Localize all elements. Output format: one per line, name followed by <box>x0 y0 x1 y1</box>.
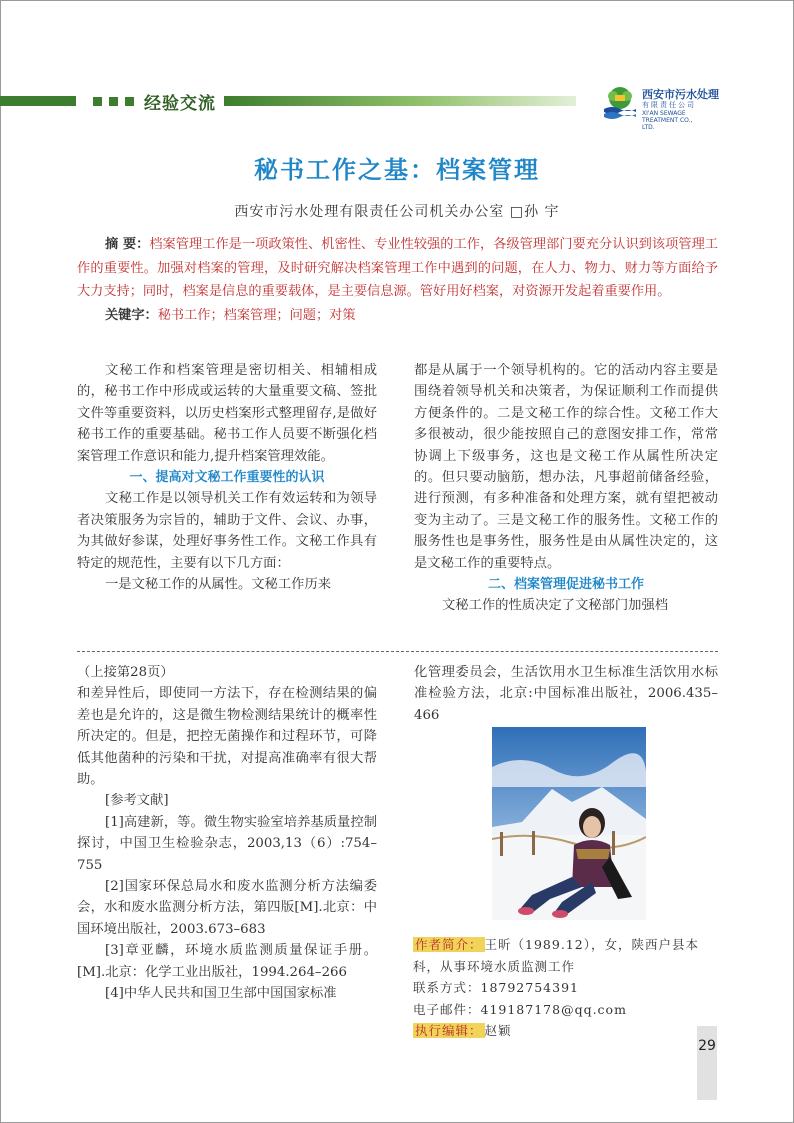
header-square <box>93 97 102 106</box>
bio-text: 王昕（1989.12），女，陕西户县本科，从事环境水质监测工作 <box>413 937 699 974</box>
reference-item: [3]章亚麟，环境水质监测质量保证手册。[M].北京：化学工业出版社，1994.264–266 <box>77 943 377 980</box>
editor-name: 赵颖 <box>484 1023 512 1038</box>
bio-phone: 联系方式：18792754391 <box>413 980 579 995</box>
logo-name-en: XI'AN SEWAGE TREATMENT CO., LTD. <box>642 110 693 131</box>
continued-left-column <box>77 662 377 1005</box>
reference-item: [2]国家环保总局水和废水监测分析方法编委会，水和废水监测分析方法，第四版[M].北京：中国环境出版社，2003.673–683 <box>77 879 377 937</box>
article-author: 西安市污水处理有限责任公司机关办公室 □孙 宇 <box>234 204 560 220</box>
paragraph: 文秘工作和档案管理是密切相关、相辅相成的，秘书工作中形成或运转的大量重要文稿、签批文件等重要资料，以历史档案形式整理留存,是做好秘书工作的重要基础。秘书工作人员要不断强化档案管理工作意识和能力,提升档案管理效能。 <box>77 363 377 464</box>
logo-name-cn: 西安市污水处理 <box>642 88 719 101</box>
header-bar <box>224 96 576 106</box>
paragraph: 一是文秘工作的从属性。文秘工作历来 <box>105 577 332 593</box>
author-photo <box>492 727 646 920</box>
abstract-text: 档案管理工作是一项政策性、机密性、专业性较强的工作，各级管理部门要充分认识到该项管理工作的重要性。加强对档案的管理，及时研究解决档案管理工作中遇到的问题，在人力、物力、财力等方面给予大力支持；同时，档案是信息的重要载体，是主要信息源。管好用好档案，对资源开发起着重要作用。 <box>77 237 718 299</box>
article-right-column <box>414 360 718 617</box>
section-heading-2: 二、档案管理促进秘书工作 <box>487 577 644 593</box>
header-square <box>125 97 134 106</box>
section-title: 经验交流 <box>144 94 216 114</box>
abstract-label: 摘 要： <box>105 237 150 252</box>
paragraph: 化管理委员会，生活饮用水卫生标准生活饮用水标准检验方法，北京:中国标准出版社，2006.435–466 <box>414 665 718 723</box>
paragraph: 文秘工作是以领导机关工作有效运转和为领导者决策服务为宗旨的，辅助于文件、会议、办事，为其做好参谋，处理好事务性工作。文秘工作具有特定的规范性，主要有以下几方面： <box>77 491 377 571</box>
divider <box>77 651 718 652</box>
header-square <box>109 97 118 106</box>
continued-right-column <box>414 662 718 726</box>
company-logo-icon <box>602 85 638 121</box>
article-left-column <box>77 360 377 595</box>
header-bar-left <box>0 96 76 106</box>
abstract <box>77 233 718 327</box>
reference-item: [4]中华人民共和国卫生部中国国家标准 <box>105 986 337 1002</box>
company-logo <box>602 85 782 131</box>
continued-from: （上接第28页） <box>77 665 174 680</box>
paragraph: 都是从属于一个领导机构的。它的活动内容主要是围绕着领导机关和决策者，为保证顺利工作而提供方便条件的。二是文秘工作的综合性。文秘工作大多很被动，很少能按照自己的意图安排工作，常常协调上下级事务，这也是文秘工作从属性所决定的。但只要动脑筋，想办法，凡事超前储备经验，进行预测，有多种准备和处理方案，就有望把被动变为主动了。三是文秘工作的服务性。文秘工作的服务性也是事务性，服务性是由从属性决定的，这是文秘工作的重要特点。 <box>414 363 718 571</box>
references-title: [参考文献] <box>105 793 169 809</box>
paragraph: 和差异性后，即使同一方法下，存在检测结果的偏差也是允许的，这是微生物检测结果统计的概率性所决定的。但是，把控无菌操作和过程环节，可降低其他菌种的污染和干扰，对提高准确率有很大帮助。 <box>77 686 377 788</box>
article-title: 秘书工作之基：档案管理 <box>254 156 540 184</box>
editor-label: 执行编辑： <box>415 1023 483 1038</box>
paragraph: 文秘工作的性质决定了文秘部门加强档 <box>442 598 669 614</box>
bio-email: 电子邮件：419187178@qq.com <box>413 1001 627 1017</box>
section-heading-1: 一、提高对文秘工作重要性的认识 <box>129 470 325 486</box>
bio-label: 作者简介： <box>415 937 483 952</box>
keywords-label: 关键字： <box>105 307 158 323</box>
author-photo-image <box>492 727 646 920</box>
keywords-text: 秘书工作；档案管理；问题；对策 <box>157 307 356 323</box>
reference-item: [1]高建新，等。微生物实验室培养基质量控制探讨，中国卫生检验杂志，2003,13（6）:754–755 <box>77 814 377 873</box>
author-bio <box>413 934 718 1042</box>
logo-name-cn-sub: 有限责任公司 <box>642 101 696 109</box>
page-number: 29 <box>698 1038 716 1054</box>
